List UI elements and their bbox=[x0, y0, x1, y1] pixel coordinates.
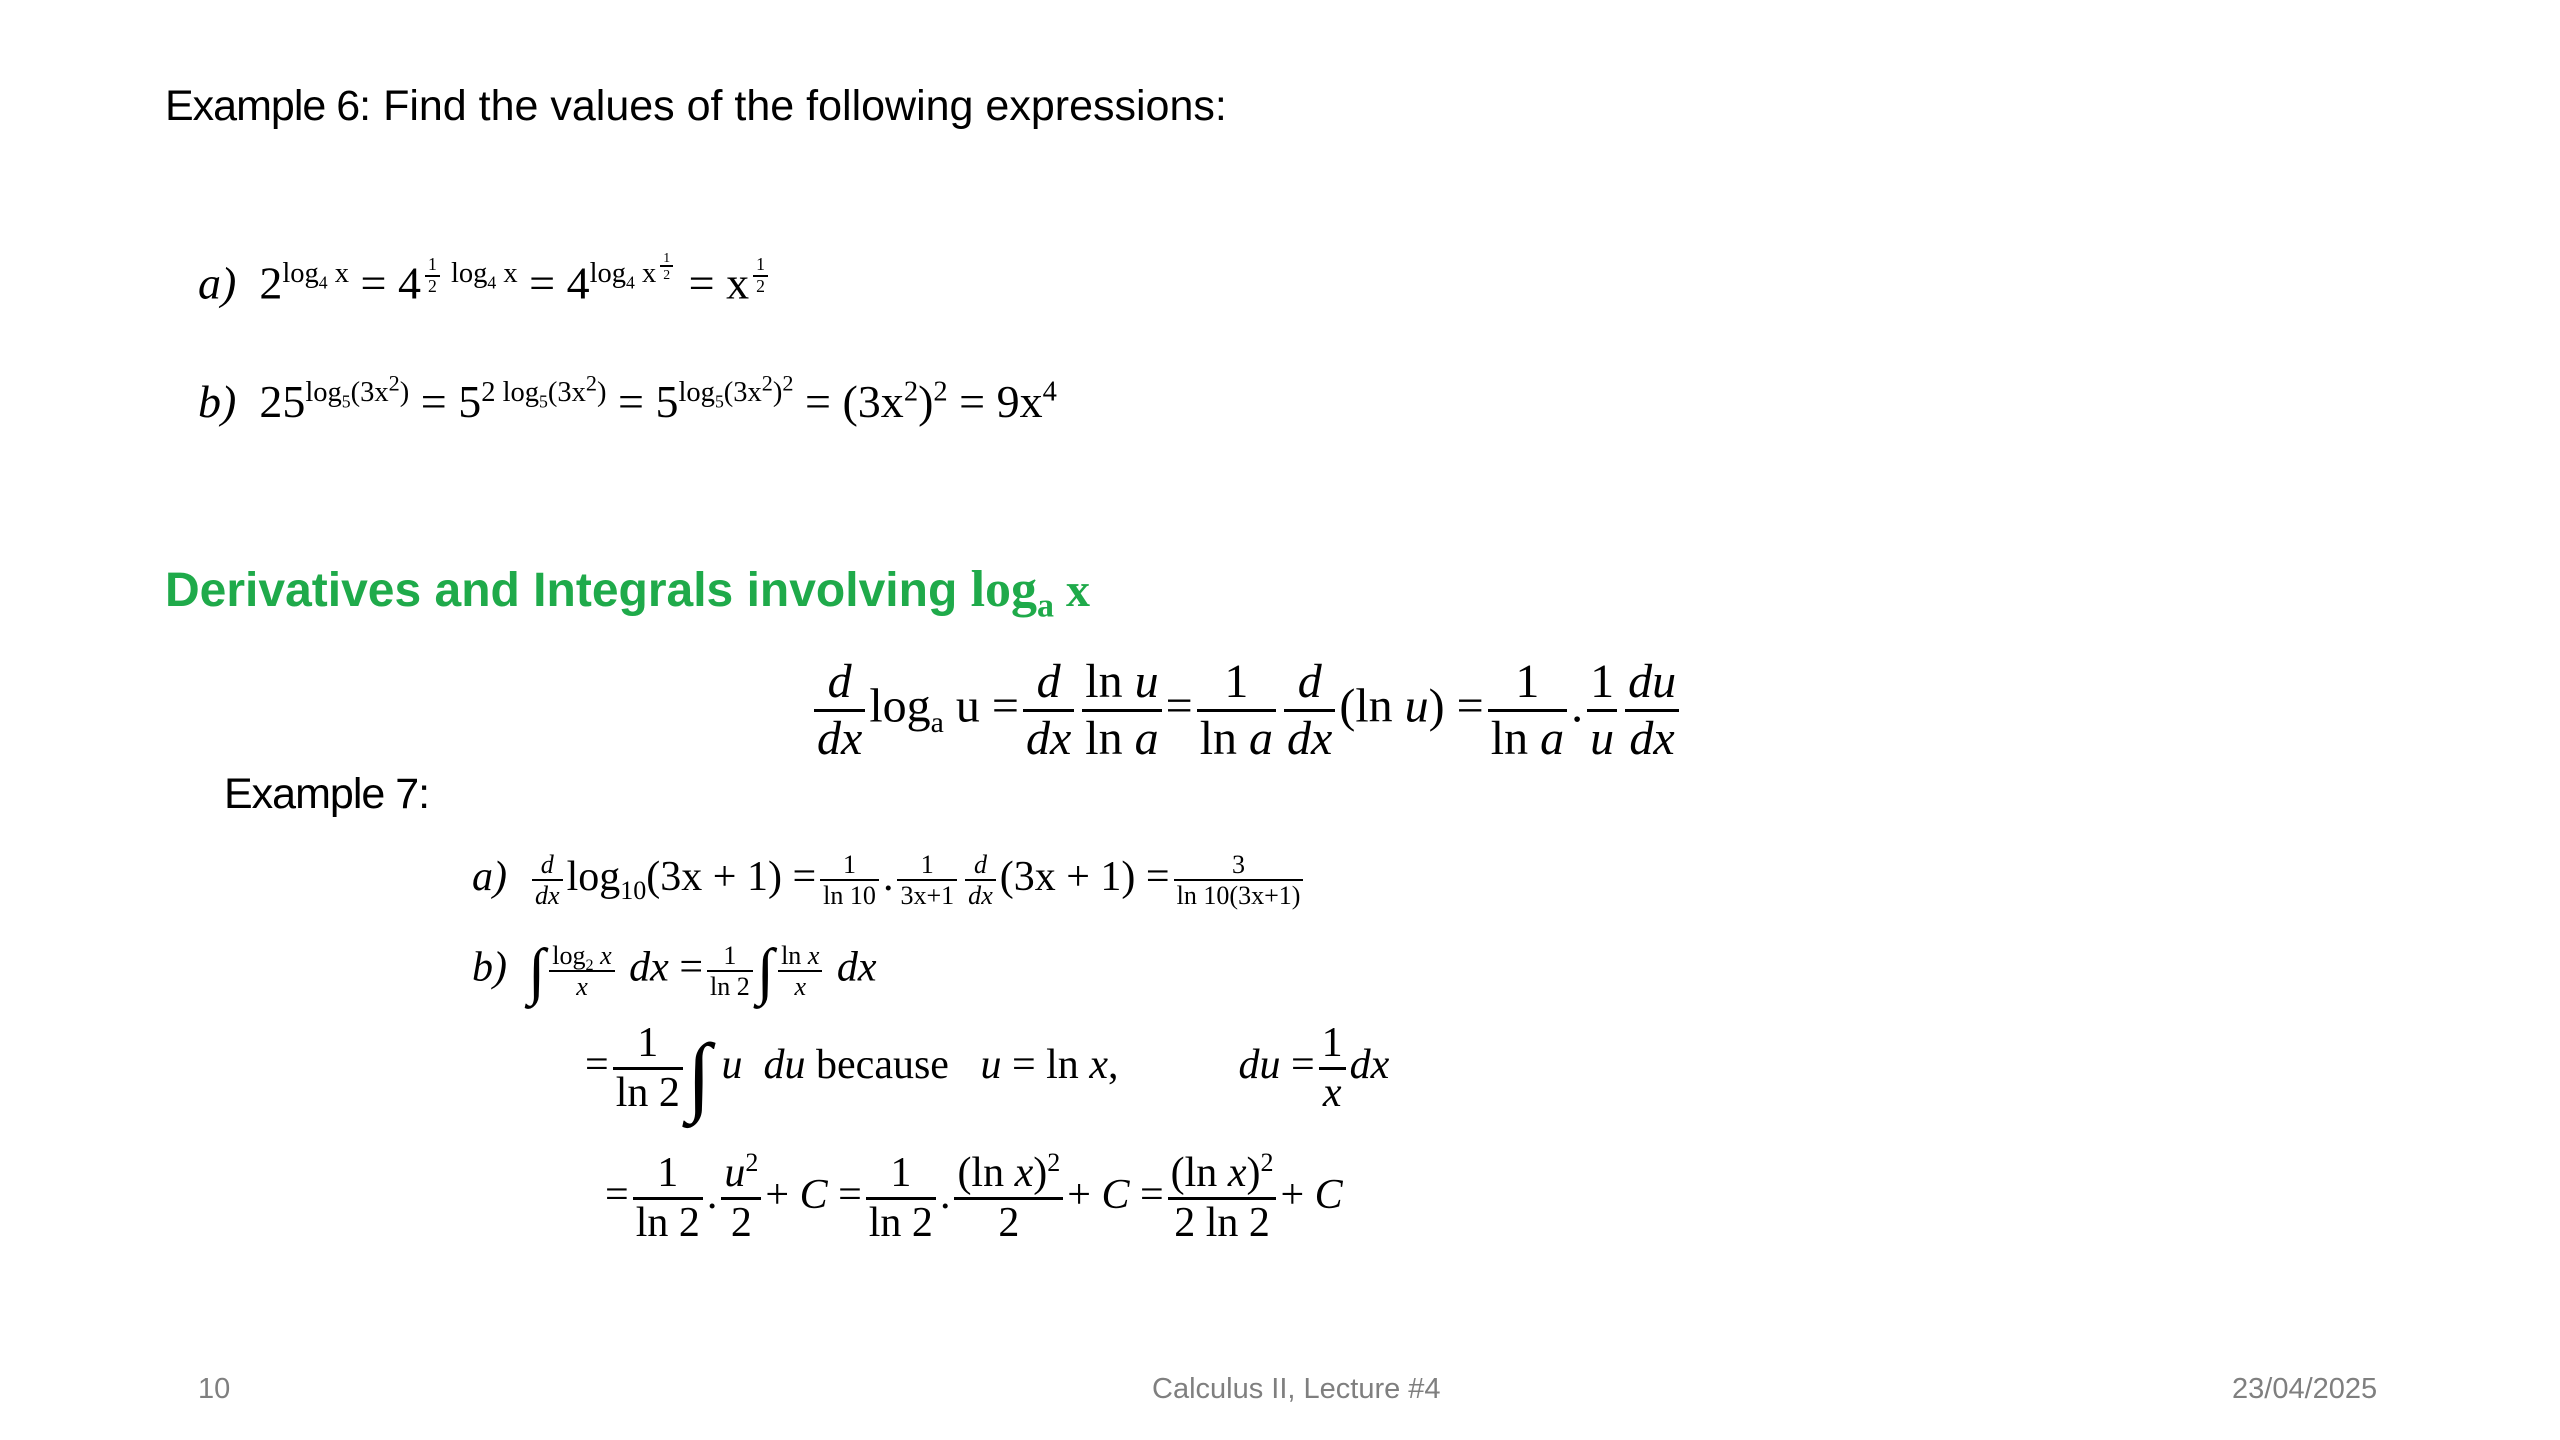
section-title-var: x bbox=[1054, 564, 1091, 617]
section-title: Derivatives and Integrals involving bbox=[165, 564, 971, 617]
example-7-heading: Example 7: bbox=[224, 770, 430, 818]
example-6-text: : Find the values of the following expressions: bbox=[359, 82, 1227, 130]
page-number: 10 bbox=[198, 1373, 231, 1405]
example-7-b-label: b) bbox=[472, 944, 507, 991]
example-6-b-label: b) bbox=[198, 376, 237, 427]
derivative-rule: $\frac{d}{dx}$ $\log_a u$ = $\frac{d}{dx}$ $\frac{\text{ln u}}{\text{ln a}}$ = $\frac{1}{\text{ln a}}$ $\frac{d}{dx}$ (ln u) = $\frac{1}{\text{ln a}}$ . $\frac{1}{u}$ $\frac{du}{dx}$ bbox=[810, 655, 1683, 766]
example-6-equation-a: a) $2^{log_4 x} = 4$ $^{\frac{1}{2} log_4 x} = 4^{log_4 x ^{\frac{1}{2}}}$ = x $^{\frac{1}{2}}$ bbox=[198, 250, 772, 309]
footer-course: Calculus II, Lecture #4 bbox=[1152, 1373, 1441, 1405]
example-7-equation-b-line-3: = $\frac{1}{\ln 2}$ . $\frac{u^2}{2}$ + C = $\frac{1}{\ln 2}$ . $\frac{(\ln x)^2}{2}$ + C = $\frac{(\ln x)^2}{2 \ln 2}$ + C bbox=[605, 1148, 1343, 1247]
example-6-heading bbox=[165, 82, 1227, 131]
example-7-a-label: a) bbox=[472, 853, 507, 900]
example-6-equation-b: b) $25^{log_5(3x^2)} = 5^{2 log_5(3x^2)} = 5^{log_5(3x^2)^2} = (3x^2)^2 = 9x^4$ bbox=[198, 370, 1057, 427]
section-heading bbox=[165, 560, 1091, 625]
section-title-sub: a bbox=[1037, 587, 1055, 625]
example-7-equation-b-line-2: = $\frac{1}{\ln 2}$ ∫ u du because u = ln x, du = $\frac{1}{x}$ dx bbox=[585, 1020, 1390, 1125]
section-title-log: log bbox=[970, 561, 1038, 618]
example-6-a-label: a) bbox=[198, 257, 237, 309]
because-word: because bbox=[816, 1042, 949, 1089]
footer-date: 23/04/2025 bbox=[2232, 1373, 2378, 1405]
example-7-equation-b: b) ∫ $\frac{\log_2 x}{x}$ dx = $\frac{1}{\ln 2}$ ∫ $\frac{\text{ln x}}{x}$ dx bbox=[472, 936, 877, 1006]
example-6-label: Example 6 bbox=[165, 82, 360, 130]
example-7-equation-a: a) $\frac{d}{dx}$ $\log_{10}(3x + 1)$ = $\frac{1}{\ln 10}$ . $\frac{1}{3x+1}$ $\frac{d}{dx}$ (3x + 1) = $\frac{3}{\ln 10(3x+1)}$ bbox=[472, 850, 1307, 910]
